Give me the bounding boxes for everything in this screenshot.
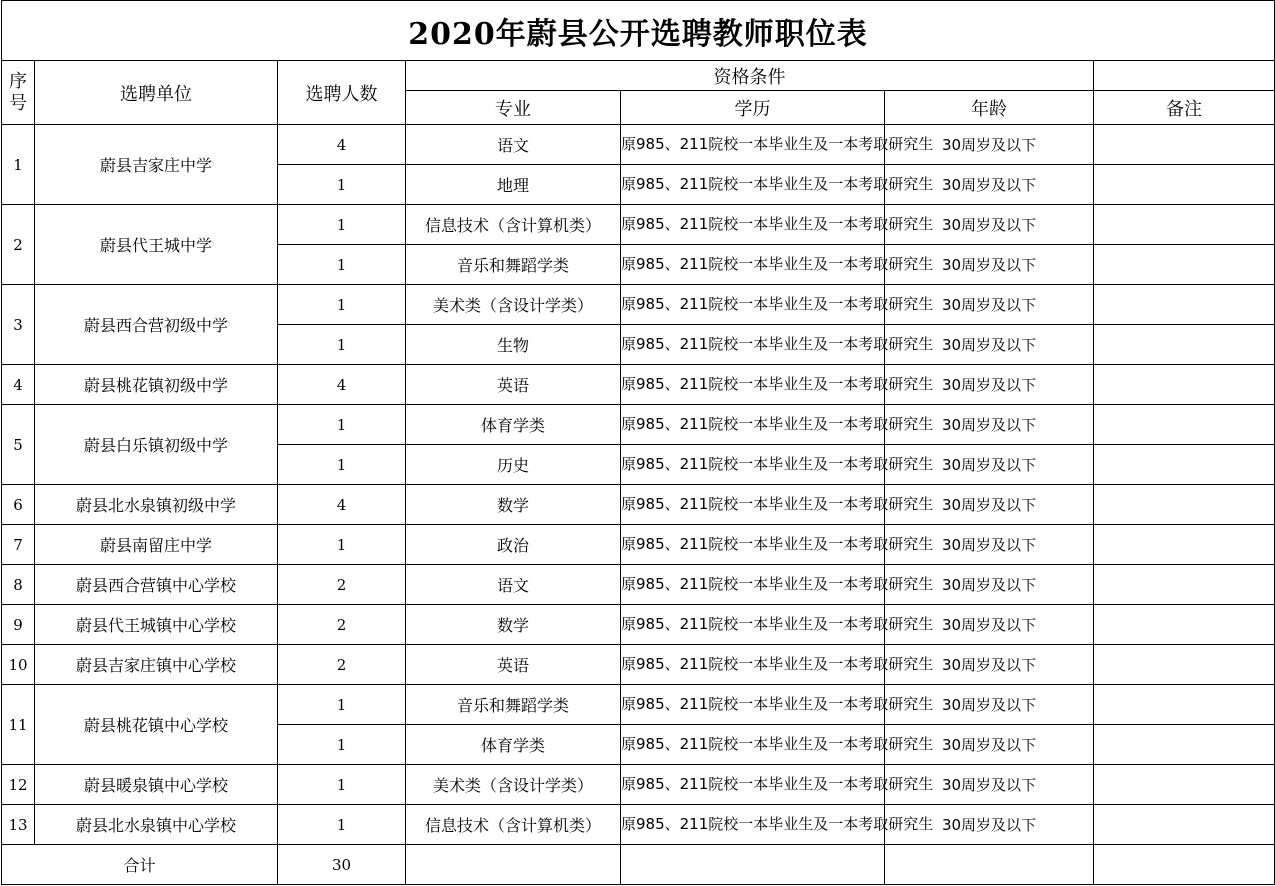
cell-remark [1094, 125, 1275, 165]
header-seq: 序号 [2, 61, 35, 125]
cell-education: 原985、211院校一本毕业生及一本考取研究生 [621, 565, 885, 605]
cell-education: 原985、211院校一本毕业生及一本考取研究生 [621, 365, 885, 405]
table-row [2, 685, 1275, 725]
cell-count: 1 [278, 245, 406, 285]
cell-count: 4 [278, 125, 406, 165]
cell-major: 美术类（含设计学类） [406, 765, 621, 805]
cell-major: 英语 [406, 645, 621, 685]
title-row [2, 1, 1275, 61]
cell-remark [1094, 565, 1275, 605]
cell-seq: 12 [2, 765, 35, 805]
cell-education: 原985、211院校一本毕业生及一本考取研究生 [621, 685, 885, 725]
cell-education: 原985、211院校一本毕业生及一本考取研究生 [621, 725, 885, 765]
table-row [2, 285, 1275, 325]
table-body [2, 1, 1275, 885]
cell-major: 政治 [406, 525, 621, 565]
cell-age: 30周岁及以下 [885, 565, 1094, 605]
cell-age: 30周岁及以下 [885, 685, 1094, 725]
cell-age: 30周岁及以下 [885, 525, 1094, 565]
cell-education: 原985、211院校一本毕业生及一本考取研究生 [621, 325, 885, 365]
cell-remark [1094, 525, 1275, 565]
cell-count: 1 [278, 805, 406, 845]
cell-seq: 7 [2, 525, 35, 565]
total-empty-cell [621, 845, 885, 885]
cell-seq: 4 [2, 365, 35, 405]
cell-seq: 6 [2, 485, 35, 525]
header-remark: 备注 [1094, 91, 1275, 125]
cell-count: 2 [278, 565, 406, 605]
table-row [2, 765, 1275, 805]
cell-count: 1 [278, 165, 406, 205]
cell-unit: 蔚县代王城中学 [35, 205, 278, 285]
cell-remark [1094, 165, 1275, 205]
cell-education: 原985、211院校一本毕业生及一本考取研究生 [621, 485, 885, 525]
cell-major: 数学 [406, 605, 621, 645]
cell-age: 30周岁及以下 [885, 725, 1094, 765]
cell-age: 30周岁及以下 [885, 485, 1094, 525]
cell-major: 信息技术（含计算机类） [406, 805, 621, 845]
cell-count: 4 [278, 365, 406, 405]
cell-major: 音乐和舞蹈学类 [406, 245, 621, 285]
cell-unit: 蔚县吉家庄中学 [35, 125, 278, 205]
cell-major: 音乐和舞蹈学类 [406, 685, 621, 725]
cell-unit: 蔚县西合营镇中心学校 [35, 565, 278, 605]
cell-remark [1094, 725, 1275, 765]
cell-unit: 蔚县桃花镇中心学校 [35, 685, 278, 765]
cell-unit: 蔚县南留庄中学 [35, 525, 278, 565]
cell-remark [1094, 485, 1275, 525]
cell-education: 原985、211院校一本毕业生及一本考取研究生 [621, 205, 885, 245]
cell-education: 原985、211院校一本毕业生及一本考取研究生 [621, 405, 885, 445]
cell-remark [1094, 645, 1275, 685]
table-row [2, 205, 1275, 245]
cell-remark [1094, 245, 1275, 285]
cell-unit: 蔚县西合营初级中学 [35, 285, 278, 365]
cell-major: 体育学类 [406, 405, 621, 445]
cell-age: 30周岁及以下 [885, 285, 1094, 325]
table-row [2, 125, 1275, 165]
cell-count: 1 [278, 285, 406, 325]
cell-education: 原985、211院校一本毕业生及一本考取研究生 [621, 245, 885, 285]
cell-seq: 2 [2, 205, 35, 285]
header-row-1 [2, 61, 1275, 91]
total-empty-cell [406, 845, 621, 885]
cell-seq: 9 [2, 605, 35, 645]
cell-age: 30周岁及以下 [885, 605, 1094, 645]
cell-education: 原985、211院校一本毕业生及一本考取研究生 [621, 125, 885, 165]
cell-education: 原985、211院校一本毕业生及一本考取研究生 [621, 645, 885, 685]
cell-major: 语文 [406, 565, 621, 605]
cell-age: 30周岁及以下 [885, 245, 1094, 285]
cell-major: 体育学类 [406, 725, 621, 765]
total-label: 合计 [2, 845, 278, 885]
cell-education: 原985、211院校一本毕业生及一本考取研究生 [621, 805, 885, 845]
total-empty-cell [1094, 845, 1275, 885]
header-qualification: 资格条件 [406, 61, 1094, 91]
cell-major: 地理 [406, 165, 621, 205]
header-count: 选聘人数 [278, 61, 406, 125]
cell-age: 30周岁及以下 [885, 405, 1094, 445]
cell-age: 30周岁及以下 [885, 805, 1094, 845]
cell-remark [1094, 445, 1275, 485]
cell-age: 30周岁及以下 [885, 765, 1094, 805]
cell-education: 原985、211院校一本毕业生及一本考取研究生 [621, 445, 885, 485]
cell-age: 30周岁及以下 [885, 445, 1094, 485]
cell-count: 1 [278, 765, 406, 805]
cell-education: 原985、211院校一本毕业生及一本考取研究生 [621, 285, 885, 325]
cell-seq: 11 [2, 685, 35, 765]
cell-education: 原985、211院校一本毕业生及一本考取研究生 [621, 165, 885, 205]
cell-count: 1 [278, 525, 406, 565]
header-remark-top [1094, 61, 1275, 91]
header-major: 专业 [406, 91, 621, 125]
total-empty-cell [885, 845, 1094, 885]
cell-seq: 1 [2, 125, 35, 205]
cell-unit: 蔚县桃花镇初级中学 [35, 365, 278, 405]
cell-major: 生物 [406, 325, 621, 365]
table-row [2, 485, 1275, 525]
cell-education: 原985、211院校一本毕业生及一本考取研究生 [621, 525, 885, 565]
table-row [2, 645, 1275, 685]
cell-count: 1 [278, 325, 406, 365]
cell-count: 4 [278, 485, 406, 525]
cell-major: 数学 [406, 485, 621, 525]
cell-count: 2 [278, 645, 406, 685]
cell-count: 1 [278, 205, 406, 245]
cell-remark [1094, 285, 1275, 325]
cell-seq: 10 [2, 645, 35, 685]
table-row [2, 405, 1275, 445]
table-row [2, 805, 1275, 845]
cell-unit: 蔚县吉家庄镇中心学校 [35, 645, 278, 685]
cell-age: 30周岁及以下 [885, 205, 1094, 245]
cell-count: 1 [278, 725, 406, 765]
cell-age: 30周岁及以下 [885, 645, 1094, 685]
cell-age: 30周岁及以下 [885, 165, 1094, 205]
cell-major: 美术类（含设计学类） [406, 285, 621, 325]
cell-remark [1094, 325, 1275, 365]
cell-unit: 蔚县白乐镇初级中学 [35, 405, 278, 485]
cell-unit: 蔚县代王城镇中心学校 [35, 605, 278, 645]
cell-remark [1094, 205, 1275, 245]
header-education: 学历 [621, 91, 885, 125]
cell-unit: 蔚县暖泉镇中心学校 [35, 765, 278, 805]
position-table [1, 0, 1275, 885]
table-row [2, 565, 1275, 605]
table-row [2, 525, 1275, 565]
cell-age: 30周岁及以下 [885, 125, 1094, 165]
cell-seq: 8 [2, 565, 35, 605]
cell-major: 历史 [406, 445, 621, 485]
cell-age: 30周岁及以下 [885, 325, 1094, 365]
cell-seq: 3 [2, 285, 35, 365]
cell-unit: 蔚县北水泉镇中心学校 [35, 805, 278, 845]
cell-remark [1094, 605, 1275, 645]
cell-age: 30周岁及以下 [885, 365, 1094, 405]
cell-remark [1094, 685, 1275, 725]
cell-remark [1094, 765, 1275, 805]
table-row [2, 605, 1275, 645]
cell-education: 原985、211院校一本毕业生及一本考取研究生 [621, 765, 885, 805]
cell-count: 1 [278, 405, 406, 445]
cell-remark [1094, 365, 1275, 405]
header-unit: 选聘单位 [35, 61, 278, 125]
cell-seq: 5 [2, 405, 35, 485]
cell-remark [1094, 405, 1275, 445]
cell-major: 语文 [406, 125, 621, 165]
cell-major: 英语 [406, 365, 621, 405]
cell-count: 2 [278, 605, 406, 645]
cell-major: 信息技术（含计算机类） [406, 205, 621, 245]
total-count: 30 [278, 845, 406, 885]
cell-count: 1 [278, 445, 406, 485]
cell-education: 原985、211院校一本毕业生及一本考取研究生 [621, 605, 885, 645]
cell-count: 1 [278, 685, 406, 725]
cell-unit: 蔚县北水泉镇初级中学 [35, 485, 278, 525]
header-age: 年龄 [885, 91, 1094, 125]
cell-remark [1094, 805, 1275, 845]
total-row [2, 845, 1275, 885]
cell-seq: 13 [2, 805, 35, 845]
page-title: 2020年蔚县公开选聘教师职位表 [2, 1, 1275, 61]
table-row [2, 365, 1275, 405]
